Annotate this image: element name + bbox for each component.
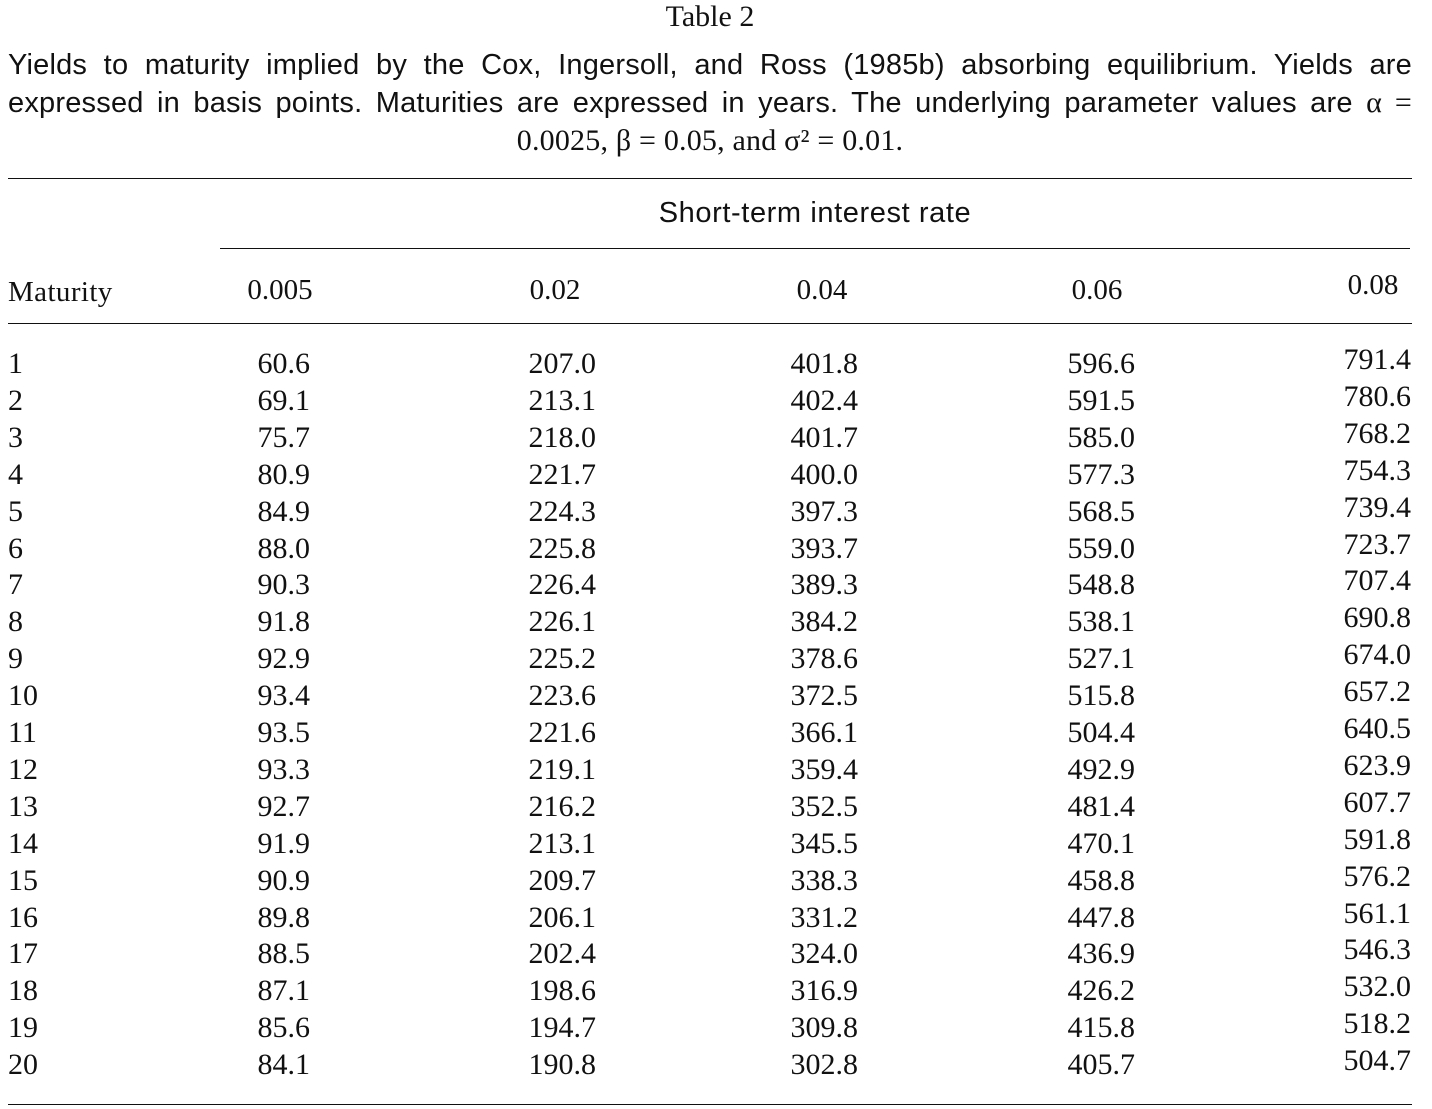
spanner-header: Short-term interest rate [658, 197, 972, 229]
yield-cell: 415.8 [1067, 1011, 1135, 1045]
yield-cell: 723.7 [1343, 527, 1411, 561]
yield-cell: 393.7 [790, 531, 858, 565]
yield-cell: 302.8 [790, 1048, 858, 1082]
table-row [0, 416, 1432, 456]
yield-cell: 345.5 [790, 826, 858, 860]
maturity-cell: 20 [8, 1048, 38, 1082]
yield-cell: 226.4 [528, 568, 596, 602]
table-row [0, 712, 1432, 751]
yield-cell: 561.1 [1343, 896, 1411, 930]
yield-cell: 221.6 [528, 716, 596, 749]
yield-cell: 657.2 [1343, 675, 1411, 709]
yield-cell: 791.4 [1343, 343, 1411, 376]
table-row [0, 379, 1432, 419]
yield-cell: 91.9 [257, 826, 310, 860]
yield-cell: 780.6 [1343, 379, 1411, 413]
maturity-column-header: Maturity [8, 276, 113, 308]
column-header: 0.005 [247, 274, 313, 306]
table-title: Table 2 [665, 0, 755, 33]
yield-cell: 458.8 [1067, 863, 1135, 897]
column-header: 0.02 [529, 274, 581, 306]
yield-cell: 527.1 [1067, 642, 1135, 676]
yield-cell: 89.8 [257, 900, 310, 934]
yield-cell: 559.0 [1067, 531, 1135, 565]
yield-cell: 585.0 [1067, 420, 1135, 454]
yield-cell: 401.7 [790, 420, 858, 454]
yield-cell: 492.9 [1067, 752, 1135, 786]
yield-cell: 225.8 [528, 531, 596, 565]
table-caption [8, 47, 1412, 160]
yield-cell: 194.7 [528, 1011, 596, 1045]
yield-cell: 85.6 [257, 1011, 310, 1045]
maturity-cell: 7 [8, 568, 23, 602]
yield-cell: 546.3 [1343, 933, 1411, 967]
table-row [0, 638, 1432, 677]
yield-cell: 384.2 [790, 605, 858, 639]
maturity-cell: 9 [8, 642, 23, 676]
yield-cell: 640.5 [1343, 712, 1411, 745]
yield-cell: 226.1 [528, 605, 596, 639]
yield-cell: 470.1 [1067, 826, 1135, 860]
yield-cell: 209.7 [528, 863, 596, 897]
yield-cell: 568.5 [1067, 494, 1135, 528]
table-row [0, 564, 1432, 603]
yield-cell: 207.0 [528, 347, 596, 380]
yield-cell: 219.1 [528, 752, 596, 786]
bottom-rule [8, 1104, 1412, 1105]
yield-cell: 591.5 [1067, 383, 1135, 417]
caption-parameters: α = 0.0025, β = 0.05, and σ² = 0.01. [516, 86, 1412, 157]
maturity-cell: 2 [8, 383, 23, 417]
header-rule [8, 323, 1412, 324]
table-row [0, 785, 1432, 825]
yield-cell: 504.4 [1067, 716, 1135, 749]
yield-cell: 90.3 [257, 568, 310, 602]
yield-cell: 75.7 [257, 420, 310, 454]
maturity-cell: 19 [8, 1011, 38, 1045]
yield-cell: 218.0 [528, 420, 596, 454]
yield-cell: 596.6 [1067, 347, 1135, 380]
yield-cell: 426.2 [1067, 974, 1135, 1008]
maturity-cell: 13 [8, 789, 38, 823]
yield-cell: 754.3 [1343, 453, 1411, 487]
table-row [0, 490, 1432, 530]
table-row [0, 453, 1432, 493]
maturity-cell: 11 [8, 716, 37, 749]
yield-cell: 607.7 [1343, 785, 1411, 819]
yield-cell: 372.5 [790, 679, 858, 713]
maturity-cell: 1 [8, 347, 23, 380]
yield-cell: 92.9 [257, 642, 310, 676]
yield-cell: 504.7 [1343, 1044, 1411, 1078]
yield-cell: 436.9 [1067, 937, 1135, 971]
yield-cell: 93.4 [257, 679, 310, 713]
maturity-cell: 15 [8, 863, 38, 897]
yield-cell: 359.4 [790, 752, 858, 786]
table-row [0, 1007, 1432, 1046]
yield-cell: 216.2 [528, 789, 596, 823]
spanner-rule [220, 248, 1410, 249]
yield-cell: 352.5 [790, 789, 858, 823]
maturity-cell: 5 [8, 494, 23, 528]
yield-cell: 591.8 [1343, 822, 1411, 856]
yield-cell: 88.0 [257, 531, 310, 565]
maturity-cell: 8 [8, 605, 23, 639]
maturity-cell: 17 [8, 937, 38, 971]
yield-cell: 223.6 [528, 679, 596, 713]
table-row [0, 970, 1432, 1009]
yield-cell: 768.2 [1343, 416, 1411, 450]
yield-cell: 481.4 [1067, 789, 1135, 823]
maturity-cell: 12 [8, 752, 38, 786]
yield-cell: 532.0 [1343, 970, 1411, 1004]
yield-cell: 202.4 [528, 937, 596, 971]
maturity-cell: 18 [8, 974, 38, 1008]
yield-cell: 92.7 [257, 789, 310, 823]
column-header: 0.08 [1347, 269, 1399, 301]
yield-cell: 198.6 [528, 974, 596, 1008]
yield-cell: 324.0 [790, 937, 858, 971]
yield-cell: 707.4 [1343, 564, 1411, 598]
yield-cell: 518.2 [1343, 1007, 1411, 1041]
yield-cell: 84.1 [257, 1048, 310, 1082]
column-header: 0.06 [1071, 274, 1123, 306]
yield-cell: 80.9 [257, 457, 310, 491]
maturity-cell: 6 [8, 531, 23, 565]
maturity-cell: 10 [8, 679, 38, 713]
yield-cell: 674.0 [1343, 638, 1411, 672]
yield-cell: 93.5 [257, 716, 310, 749]
table-row [0, 601, 1432, 640]
yield-cell: 405.7 [1067, 1048, 1135, 1082]
yield-cell: 69.1 [257, 383, 310, 417]
yield-cell: 447.8 [1067, 900, 1135, 934]
yield-cell: 538.1 [1067, 605, 1135, 639]
yield-cell: 90.9 [257, 863, 310, 897]
table-row [0, 1044, 1432, 1083]
yield-cell: 221.7 [528, 457, 596, 491]
table-row [0, 859, 1432, 899]
yield-cell: 224.3 [528, 494, 596, 528]
yield-cell: 60.6 [257, 347, 310, 380]
yield-cell: 331.2 [790, 900, 858, 934]
yield-cell: 190.8 [528, 1048, 596, 1082]
yield-cell: 206.1 [528, 900, 596, 934]
yield-cell: 515.8 [1067, 679, 1135, 713]
yield-cell: 400.0 [790, 457, 858, 491]
yield-cell: 225.2 [528, 642, 596, 676]
yield-cell: 623.9 [1343, 748, 1411, 782]
yield-cell: 316.9 [790, 974, 858, 1008]
table-row [0, 527, 1432, 567]
yield-cell: 402.4 [790, 383, 858, 417]
caption-text: Yields to maturity implied by the Cox, Ingersoll, and Ross (1985b) absorbing equilibrium. Yields are expressed in basis points. Maturities are expressed in years. The underlying parameter values are [8, 49, 1412, 119]
yield-cell: 401.8 [790, 347, 858, 380]
yield-cell: 397.3 [790, 494, 858, 528]
yield-cell: 378.6 [790, 642, 858, 676]
yield-cell: 389.3 [790, 568, 858, 602]
yield-cell: 87.1 [257, 974, 310, 1008]
column-header: 0.04 [796, 274, 848, 306]
yield-cell: 548.8 [1067, 568, 1135, 602]
table-row [0, 822, 1432, 862]
top-rule [8, 178, 1412, 179]
yield-cell: 213.1 [528, 383, 596, 417]
yield-cell: 576.2 [1343, 859, 1411, 893]
yield-cell: 309.8 [790, 1011, 858, 1045]
table-row [0, 343, 1432, 382]
yield-cell: 91.8 [257, 605, 310, 639]
table-row [0, 933, 1432, 972]
table-row [0, 748, 1432, 788]
maturity-cell: 14 [8, 826, 38, 860]
yield-cell: 93.3 [257, 752, 310, 786]
yield-cell: 739.4 [1343, 490, 1411, 524]
yield-cell: 213.1 [528, 826, 596, 860]
table-row [0, 896, 1432, 936]
yield-cell: 84.9 [257, 494, 310, 528]
yield-cell: 577.3 [1067, 457, 1135, 491]
maturity-cell: 16 [8, 900, 38, 934]
maturity-cell: 3 [8, 420, 23, 454]
yield-cell: 366.1 [790, 716, 858, 749]
yield-cell: 88.5 [257, 937, 310, 971]
table-row [0, 675, 1432, 714]
yield-cell: 338.3 [790, 863, 858, 897]
yield-cell: 690.8 [1343, 601, 1411, 635]
maturity-cell: 4 [8, 457, 23, 491]
